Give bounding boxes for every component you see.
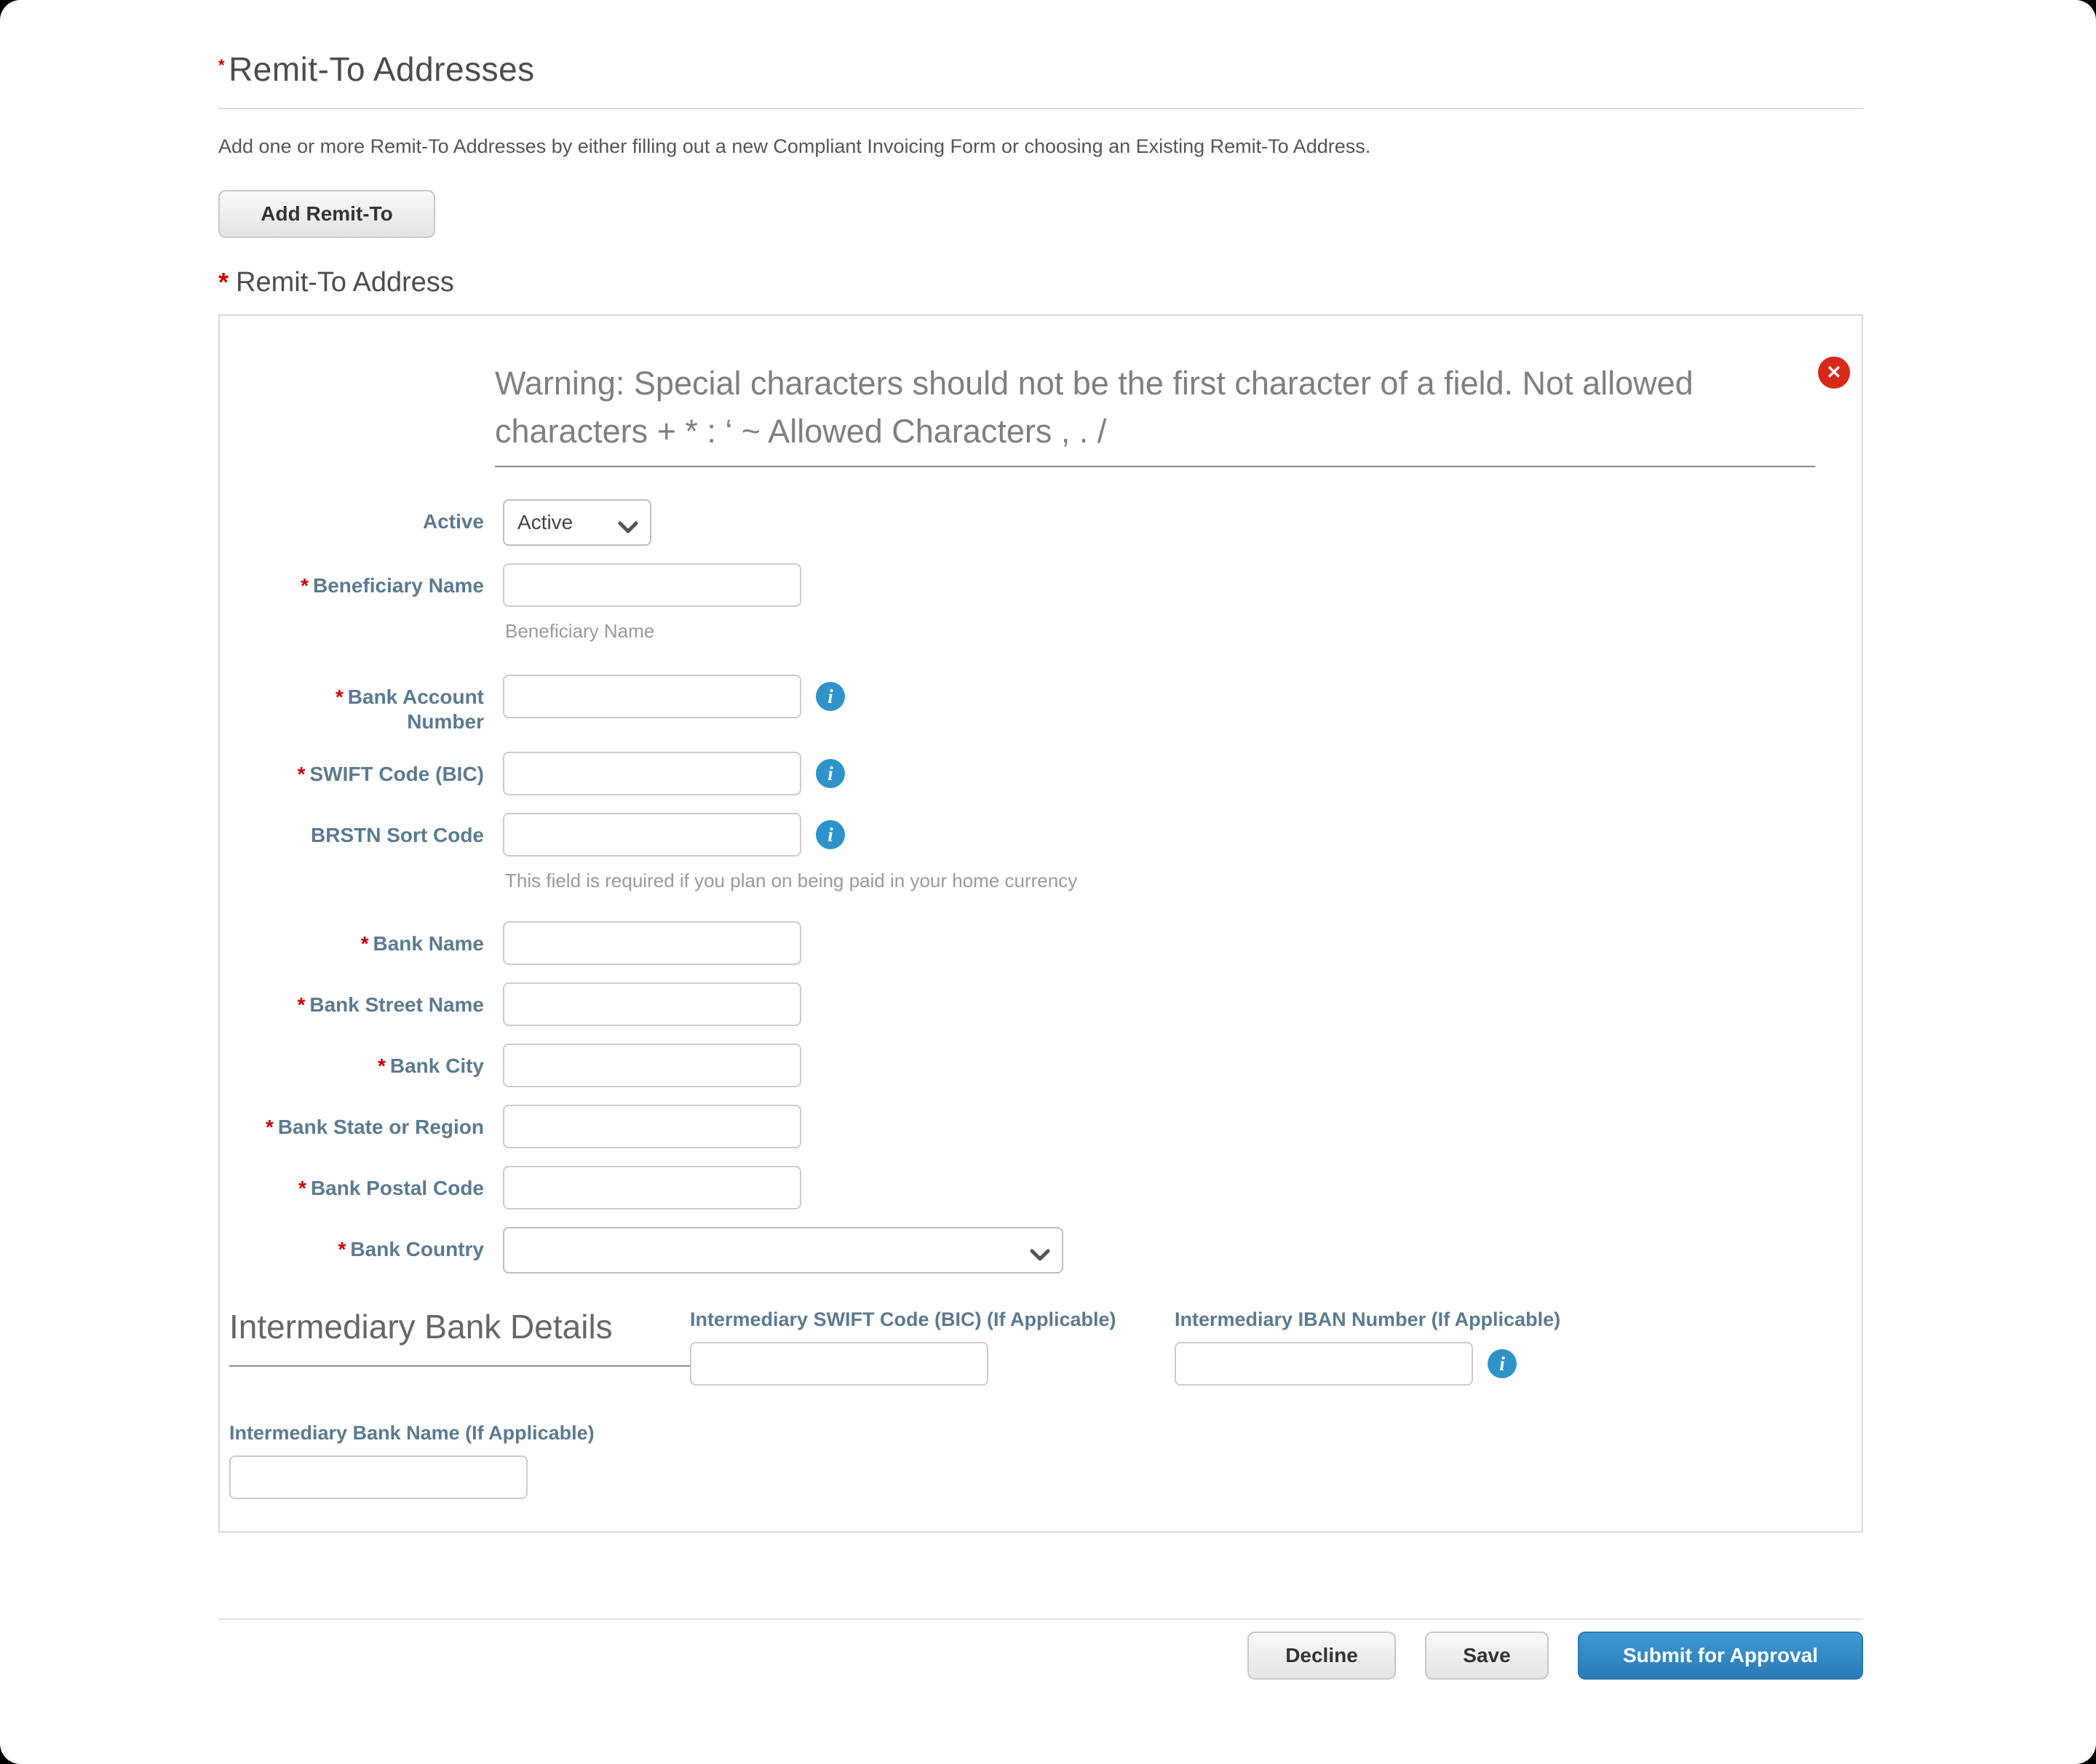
section-heading [218, 267, 1863, 298]
submit-for-approval-button[interactable]: Submit for Approval [1578, 1632, 1863, 1680]
brstn-helper: This field is required if you plan on being paid in your home currency [505, 870, 1078, 891]
decline-button[interactable]: Decline [1247, 1632, 1396, 1680]
warning-text: Warning: Special characters should not be the first character of a field. Not allowed characters + * : ‘ ~ Allowed Characters , . / [495, 359, 1815, 467]
beneficiary-name-helper: Beneficiary Name [505, 620, 655, 642]
bank-name-input[interactable] [503, 921, 801, 965]
brstn-sort-code-input[interactable] [503, 813, 801, 857]
bank-city-input[interactable] [503, 1044, 801, 1087]
bank-state-input[interactable] [503, 1105, 801, 1148]
chevron-down-icon [1030, 1244, 1050, 1257]
remit-to-address-panel [218, 314, 1863, 1533]
intermediary-iban-label: Intermediary IBAN Number (If Applicable) [1175, 1308, 1561, 1330]
warning-banner [495, 359, 1842, 467]
info-icon[interactable]: i [816, 759, 845, 788]
form-row-beneficiary-name [229, 563, 1862, 657]
footer-divider [218, 1618, 1863, 1620]
active-select-value: Active [517, 511, 573, 533]
swift-code-label: * SWIFT Code (BIC) [297, 763, 484, 785]
required-asterisk: * [335, 686, 344, 708]
form-row-bank-name [229, 921, 1862, 965]
bank-account-number-input[interactable] [503, 675, 801, 718]
required-asterisk: * [265, 1116, 274, 1138]
page-title [218, 49, 1863, 89]
form-row-bank-street-name [229, 982, 1862, 1026]
required-asterisk: * [338, 1238, 346, 1260]
section-heading-text: Remit-To Address [236, 267, 454, 298]
chevron-down-icon [618, 516, 638, 529]
required-asterisk: * [377, 1054, 386, 1077]
form-row-bank-state [229, 1105, 1862, 1148]
beneficiary-name-label: * Beneficiary Name [301, 574, 484, 597]
intermediary-swift-label: Intermediary SWIFT Code (BIC) (If Applicable) [690, 1308, 1116, 1330]
intermediary-section [229, 1307, 1862, 1386]
save-button[interactable]: Save [1425, 1632, 1549, 1680]
title-divider [218, 108, 1863, 109]
intermediary-swift-column [690, 1307, 1175, 1386]
intermediary-iban-input[interactable] [1175, 1342, 1473, 1386]
intermediary-iban-column [1175, 1307, 1560, 1386]
page-title-text: Remit-To Addresses [229, 50, 535, 88]
bank-postal-code-input[interactable] [503, 1166, 801, 1209]
footer-actions [218, 1632, 1863, 1680]
required-asterisk: * [297, 993, 306, 1016]
close-icon[interactable]: ✕ [1818, 357, 1850, 389]
required-asterisk: * [298, 1177, 306, 1199]
active-select[interactable] [503, 499, 651, 546]
swift-code-input[interactable] [503, 752, 801, 795]
info-icon[interactable]: i [816, 682, 845, 711]
form-row-bank-postal-code [229, 1166, 1862, 1209]
bank-country-label: * Bank Country [338, 1238, 484, 1260]
bank-street-name-label: * Bank Street Name [297, 993, 484, 1016]
add-remit-to-button[interactable]: Add Remit-To [218, 190, 435, 238]
intermediary-swift-input[interactable] [690, 1342, 988, 1386]
bank-city-label: * Bank City [377, 1054, 484, 1077]
info-icon[interactable]: i [1488, 1349, 1517, 1378]
bank-name-label: * Bank Name [360, 932, 484, 955]
intermediary-bank-name-label: Intermediary Bank Name (If Applicable) [229, 1422, 595, 1444]
bank-country-select[interactable] [503, 1227, 1063, 1274]
form-row-brstn-sort-code [229, 813, 1862, 904]
bank-postal-code-label: * Bank Postal Code [298, 1177, 484, 1199]
required-asterisk: * [301, 574, 309, 597]
info-icon[interactable]: i [816, 820, 845, 849]
brstn-sort-code-label: BRSTN Sort Code [311, 824, 484, 846]
form-row-bank-account-number [229, 675, 1862, 734]
bank-account-number-label: * Bank Account Number [335, 686, 484, 733]
required-asterisk: * [360, 932, 369, 955]
form-row-bank-country [229, 1227, 1862, 1274]
intermediary-bank-name-input[interactable] [229, 1455, 528, 1499]
form-row-swift-code [229, 752, 1862, 795]
bank-street-name-input[interactable] [503, 982, 801, 1026]
required-asterisk: * [297, 763, 306, 785]
bank-state-label: * Bank State or Region [265, 1116, 484, 1138]
intermediary-bank-name-block [229, 1421, 1862, 1499]
intermediary-heading: Intermediary Bank Details [229, 1307, 690, 1367]
active-label: Active [422, 510, 484, 533]
intro-text: Add one or more Remit-To Addresses by either filling out a new Compliant Invoicing Form or choosing an Existing Remit-To Address. [218, 135, 1371, 157]
form-row-active [229, 499, 1862, 546]
form-rows [229, 499, 1862, 1274]
required-asterisk: * [218, 56, 226, 74]
beneficiary-name-input[interactable] [503, 563, 801, 607]
required-asterisk: * [218, 267, 229, 297]
form-row-bank-city [229, 1044, 1862, 1087]
